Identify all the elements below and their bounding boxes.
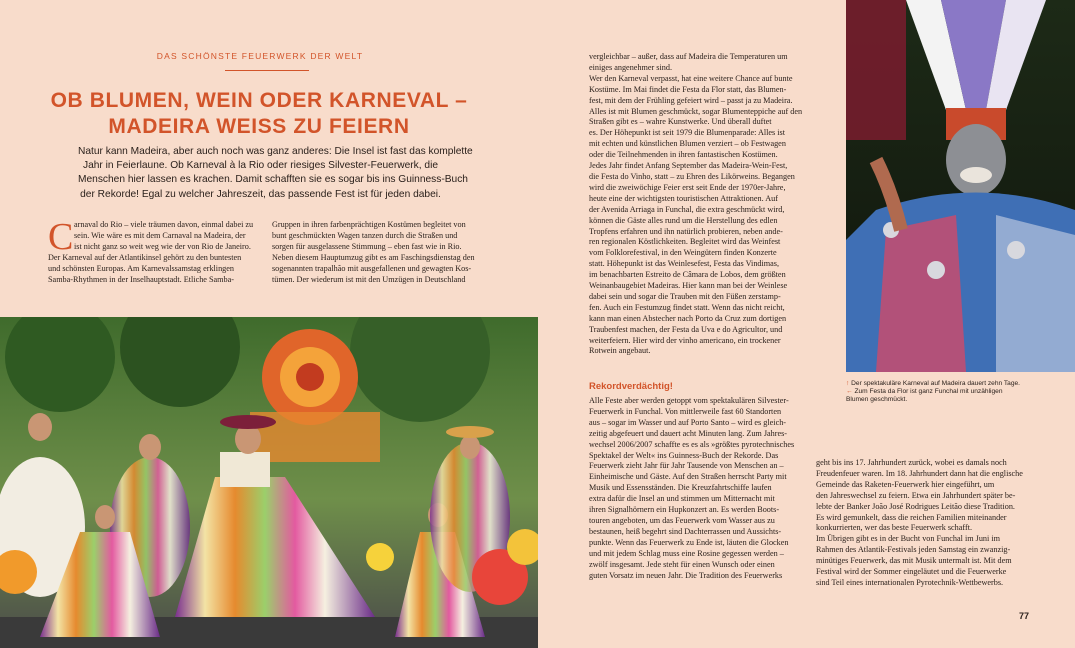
body-column-5 [816,458,1028,589]
text-line: ist nicht ganz so weit weg wie der von Rio de Janeiro. [74,241,251,251]
text-line: Alles ist mit Blumen geschmückt, sogar Blumenteppiche auf den [589,106,803,116]
text-line: Wer den Karneval verpasst, hat eine weitere Chance auf bunte [589,73,793,83]
text-line: der Avenida Arriaga in Funchal, die extra geschmückt wird, [589,204,785,214]
photo-caption [846,380,1036,405]
text-line: ihren Signalhörnern ein Hupkonzert an. Es werden Boots- [589,505,780,515]
text-line: lebte der Banker João José Rodrigues Leitão diese Tradition. [816,501,1015,511]
text-line: Rotwein angebaut. [589,346,651,356]
text-line: aus – sogar im Wasser und auf Porto Santo – wird es gleich- [589,417,787,427]
body-column-1 [48,216,262,285]
text-line: Neben diesem Hauptumzug gibt es am Faschingsdienstag den [272,252,475,262]
text-line: Traubenfest machen, der Festa da Uva e do Agricultor, und [589,324,783,334]
intro-line: Jahr in Feierlaune. Ob Karneval à la Rio oder riesiges Silvester-Feuerwerk, die [82,160,439,172]
text-line: minütiges Feuerwerk, das mit Musik untermalt ist. Mit dem [816,556,1012,566]
text-line: sind Teil eines internationalen Pyrotechnik-Wettbewerbs. [816,577,1004,587]
caption-line [846,388,1036,396]
body-column-4 [589,396,809,581]
text-line: Festival wird der Sommer eingeläutet und die Feuerwerke [816,567,1007,577]
section-kicker: DAS SCHÖNSTE FEUERWERK DER WELT [156,51,364,61]
text-line: sorgen für ausgelassene Stimmung – eben fast wie in Rio. [272,241,462,251]
caption-line [846,396,1036,404]
caption-text: Blumen geschmückt. [846,396,908,404]
text-line: vergleichbar – außer, dass auf Madeira die Temperaturen um [589,52,788,61]
headline [50,88,468,140]
text-line: guten Vorsatz im neuen Jahr. Die Tradition des Feuerwerks [589,570,783,580]
text-line: kann man einen Abstecher nach Porto da Cruz zum dortigen [589,313,787,323]
drop-cap: C [48,216,74,258]
text-line: Samba-Rhythmen in der Inselhauptstadt. Etliche Samba- [48,274,234,284]
text-line: und schönsten Europas. Am Karnevalssamstag erklingen [48,263,234,273]
text-line: geht bis ins 17. Jahrhundert zurück, wobei es damals noch [816,458,1007,467]
text-line: wechsel 2006/2007 schaffte es es als »größtes pyrotechnisches [589,439,795,449]
text-line: Der Karneval auf der Atlantikinsel gehört zu den buntesten [48,252,242,262]
text-line: tümen. Der wiederum ist mit den Umzügen in Deutschland [272,274,466,284]
text-line: mit echten und künstlichen Blumen verziert – ob Festwagen [589,139,786,149]
text-line: heute eine der wichtigsten touristischen Attraktionen. Auf [589,193,778,203]
text-line: konkurrierten, wer das beste Feuerwerk schafft. [816,523,973,533]
intro-paragraph [78,145,473,202]
text-line: fen. Auch ein Festumzug findet statt. Wenn das nicht reicht, [589,302,785,312]
kicker-rule [225,70,309,71]
text-line: Im Übrigen gibt es in der Bucht von Funchal im Juni im [816,534,1000,544]
headline-line: OB BLUMEN, WEIN ODER KARNEVAL – [50,89,468,112]
text-line: Jedes Jahr findet Anfang September das Madeira-Wein-Fest, [589,161,788,171]
text-line: bunt geschmückten Wagen tanzen durch die Straßen und [272,230,458,240]
text-line: zwölf insgesamt. Jede steht für einen Wunsch oder einen [589,559,775,569]
intro-line: Natur kann Madeira, aber auch noch was ganz anderes: Die Insel ist fast das komplette [78,146,473,157]
text-line: Weinanbaugebiet Madeiras. Hier kann man bei der Weinlese [589,281,788,291]
intro-line: der Rekorde! Egal zu welcher Jahreszeit, das passende Fest ist für jeden dabei. [80,188,441,200]
text-line: arnaval do Rio – viele träumen davon, einmal dabei zu [74,220,254,229]
text-line: Feuerwerk zieht Jahr für Jahr Tausende von Menschen an – [589,461,784,471]
text-line: statt. Höhepunkt ist das Weinlesefest, Festa das Vindimas, [589,259,780,269]
text-line: einiges angenehmer sind. [589,62,672,72]
text-line: Gruppen in ihren farbenprächtigen Kostümen begleitet von [272,220,466,229]
text-line: bestaunen, heiß begehrt sind Dachterrassen und Aussichts- [589,526,782,536]
text-line: Alle Feste aber werden getoppt vom spektakulären Silvester- [589,396,789,405]
arrow-up-icon: ↑ [846,380,850,387]
text-line: Einheimische und Gäste. Auf den Straßen herrscht Party mit [589,472,787,482]
intro-line: Menschen hier lassen es krachen. Damit schafften sie es sogar bis ins Guinness-Buch [78,174,468,186]
text-line: die Festa do Vinho, statt – zu Ehren des Likörweins. Begangen [589,171,795,181]
carnival-costume-photo [846,0,1075,372]
body-column-2 [272,220,488,285]
caption-line [846,380,1036,388]
text-line: sein. Wie wäre es mit dem Carnaval na Madeira, der [74,230,246,240]
arrow-left-icon: ← [846,388,853,396]
caption-text: Zum Festa da Flor ist ganz Funchal mit unzähligen [854,388,1003,396]
subhead-rekord: Rekordverdächtig! [589,381,673,392]
caption-text: Der spektakuläre Karneval auf Madeira dauert zehn Tage. [851,380,1020,387]
text-line: sogenannten trapalhão mit ausgefallenen und gewagten Kos- [272,263,472,273]
text-line: Gemeinde das Raketen-Feuerwerk hier eingeführt, um [816,479,995,489]
text-line: oder die Teilnehmenden in ihren fantastischen Kostümen. [589,150,778,160]
headline-line: MADEIRA WEISS ZU FEIERN [108,115,410,138]
text-line: Feuerwerk in Funchal. Von mittlerweile fast 60 Standorten [589,406,782,416]
text-line: dabei sein und sogar die Trauben mit den Füßen zerstamp- [589,291,781,301]
text-line: Rahmen des Atlantik-Festivals jeden Samstag ein zwanzig- [816,545,1011,555]
text-line: und mit jedem Schlag muss eine Rosine gegessen werden – [589,548,784,558]
text-line: ren regionalen Köstlichkeiten. Begleitet wird das Weinfest [589,237,781,247]
flower-parade-photo [0,317,538,648]
text-line: weiterfeiern. Hier wird der vinho americano, ein trockener [589,335,781,345]
text-line: Spektakel der Welt« ins Guinness-Buch der Rekorde. Das [589,450,779,460]
text-line: extra dafür die Insel an und stimmen um Mitternacht mit [589,494,775,504]
text-line: vom Folklorefestival, in den Weingütern finden Konzerte [589,248,777,258]
text-line: Tropfens erfahren und ihn natürlich probieren, neben ande- [589,226,783,236]
text-line: Straßen gibt es – wahre Kunstwerke. Und überall duftet [589,117,772,127]
text-line: den Jahreswechsel zu feiern. Etwa ein Jahrhundert später be- [816,490,1016,500]
text-line: Freudenfeuer waren. Im 18. Jahrhundert dann hat die englische [816,468,1023,478]
text-line: im benachbarten Estreito de Câmara de Lobos, dem größten [589,270,786,280]
text-line: Kostüme. Im Mai findet die Festa da Flor statt, das Blumen- [589,84,787,94]
text-line: punkte. Wenn das Feuerwerk zu Ende ist, läuten die Glocken [589,537,789,547]
text-line: zeitig abgefeuert und dauert acht Minuten lang. Zum Jahres- [589,428,788,438]
text-line: fest, mit dem der Frühling gefeiert wird – passt ja zu Madeira. [589,95,793,105]
text-line: können die Gäste alles rund um die Herstellung des edlen [589,215,778,225]
text-line: Es wird gemunkelt, dass die reichen Familien miteinander [816,512,1007,522]
text-line: touren angeboten, um das Feuerwerk vom Wasser aus zu [589,515,775,525]
text-line: wird die zweiwöchige Feier erst seit Ende der 1970er-Jahre, [589,182,786,192]
page-number: 77 [1018,611,1029,621]
text-line: Musik und Essensständen. Die Kreuzfahrtschiffe laufen [589,483,772,493]
text-line: es. Der Höhepunkt ist seit 1979 die Blumenparade: Alles ist [589,128,786,138]
body-column-3 [589,52,809,357]
